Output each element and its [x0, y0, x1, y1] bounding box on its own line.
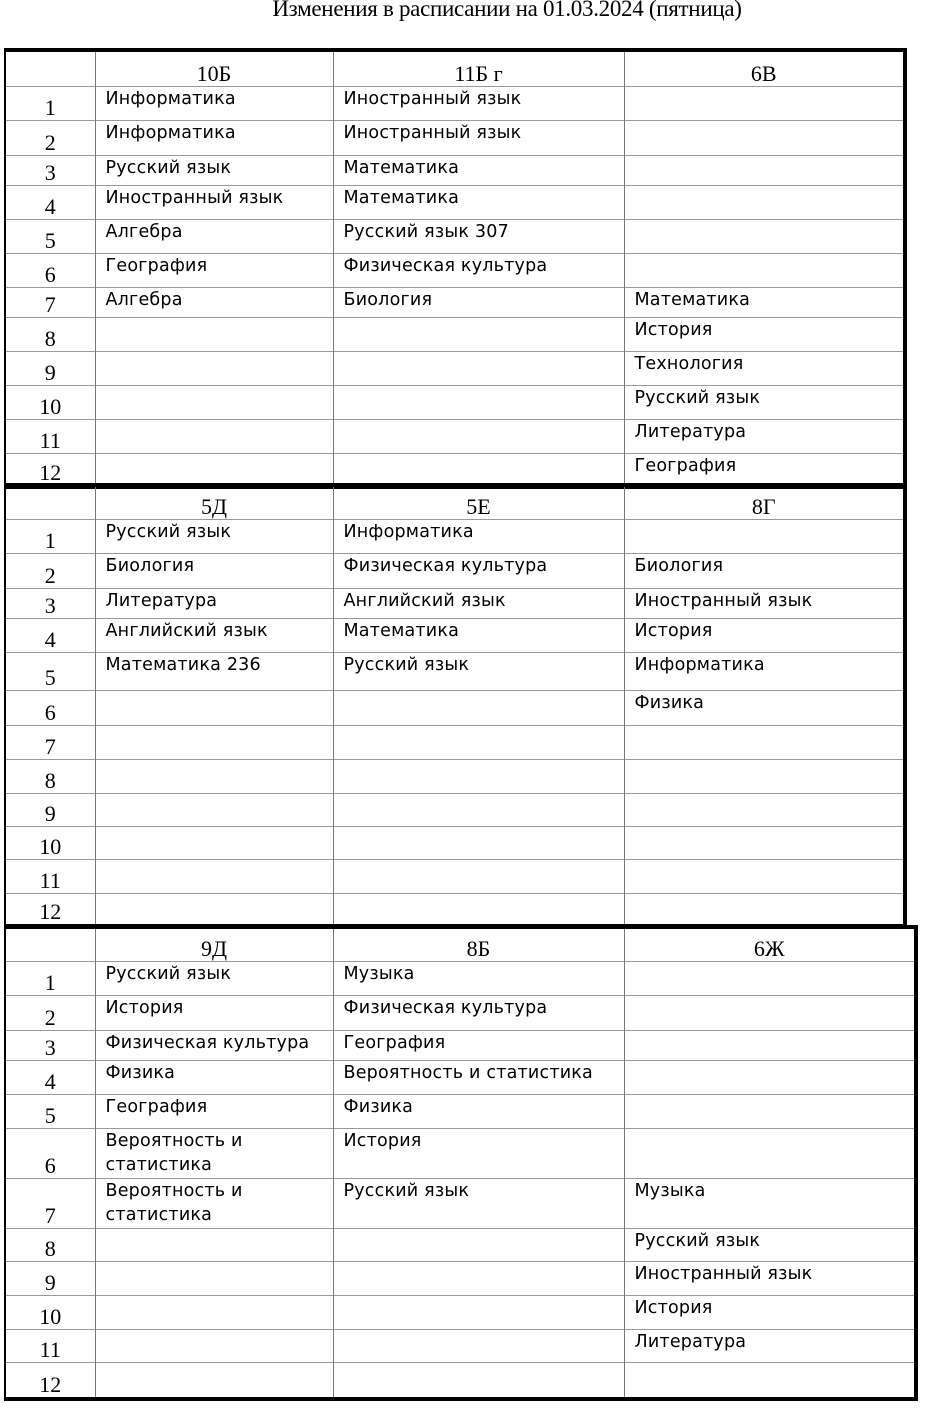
- subject-cell: [95, 725, 333, 759]
- class-name-header: 9Д: [95, 927, 333, 961]
- subject-cell: [95, 826, 333, 859]
- subject-cell: Музыка: [624, 1178, 916, 1228]
- subject-cell: Алгебра: [95, 287, 333, 317]
- subject-cell: [624, 995, 916, 1030]
- subject-cell: Английский язык: [333, 588, 624, 618]
- lesson-number: 7: [5, 1178, 95, 1228]
- subject-cell: [624, 793, 905, 826]
- lesson-row: [5, 1295, 916, 1329]
- subject-cell: Вероятность и статистика: [95, 1128, 333, 1178]
- subject-cell: [333, 419, 624, 453]
- subject-cell: Математика 236: [95, 652, 333, 690]
- subject-cell: Биология: [624, 553, 905, 588]
- corner-cell: [5, 50, 95, 86]
- subject-cell: Технология: [624, 351, 905, 385]
- lesson-row: [5, 317, 905, 351]
- subject-cell: [624, 253, 905, 287]
- class-name-header: 6Ж: [624, 927, 916, 961]
- lesson-number: 5: [5, 219, 95, 253]
- lesson-number: 11: [5, 859, 95, 893]
- subject-cell: Литература: [624, 419, 905, 453]
- lesson-number: 9: [5, 793, 95, 826]
- subject-cell: [333, 690, 624, 725]
- schedule-block: [4, 48, 907, 489]
- lesson-number: 10: [5, 826, 95, 859]
- subject-cell: Алгебра: [95, 219, 333, 253]
- lesson-number: 12: [5, 453, 95, 487]
- lesson-number: 9: [5, 351, 95, 385]
- lesson-row: [5, 690, 905, 725]
- subject-cell: [95, 453, 333, 487]
- subject-cell: История: [95, 995, 333, 1030]
- lesson-row: [5, 893, 905, 926]
- subject-cell: [333, 1295, 624, 1329]
- subject-cell: [95, 893, 333, 926]
- subject-cell: География: [624, 453, 905, 487]
- class-name-header: 5Е: [333, 485, 624, 519]
- class-name-header: 8Б: [333, 927, 624, 961]
- lesson-row: [5, 287, 905, 317]
- subject-cell: [624, 759, 905, 793]
- subject-cell: География: [333, 1030, 624, 1060]
- lesson-row: [5, 759, 905, 793]
- lesson-number: 5: [5, 1094, 95, 1128]
- subject-cell: Биология: [95, 553, 333, 588]
- lesson-row: [5, 419, 905, 453]
- subject-cell: [333, 826, 624, 859]
- corner-cell: [5, 485, 95, 519]
- subject-cell: [95, 1362, 333, 1399]
- subject-cell: [624, 1128, 916, 1178]
- lesson-number: 9: [5, 1261, 95, 1295]
- lesson-row: [5, 961, 916, 995]
- subject-cell: Физическая культура: [95, 1030, 333, 1060]
- subject-cell: Музыка: [333, 961, 624, 995]
- lesson-row: [5, 155, 905, 185]
- class-name-header: 6В: [624, 50, 905, 86]
- lesson-number: 4: [5, 185, 95, 219]
- lesson-number: 1: [5, 961, 95, 995]
- subject-cell: [624, 219, 905, 253]
- lesson-row: [5, 120, 905, 155]
- subject-cell: Информатика: [95, 86, 333, 120]
- subject-cell: Физика: [95, 1060, 333, 1094]
- lesson-number: 7: [5, 287, 95, 317]
- subject-cell: Физика: [333, 1094, 624, 1128]
- lesson-row: [5, 253, 905, 287]
- lesson-row: [5, 86, 905, 120]
- lesson-number: 8: [5, 1228, 95, 1261]
- class-name-header: 10Б: [95, 50, 333, 86]
- lesson-number: 3: [5, 1030, 95, 1060]
- lesson-row: [5, 519, 905, 553]
- lesson-number: 8: [5, 759, 95, 793]
- lesson-number: 3: [5, 155, 95, 185]
- lesson-row: [5, 1362, 916, 1399]
- subject-cell: [95, 385, 333, 419]
- subject-cell: [95, 793, 333, 826]
- lesson-number: 1: [5, 86, 95, 120]
- subject-cell: Физическая культура: [333, 253, 624, 287]
- subject-cell: [624, 1362, 916, 1399]
- class-header-row: [5, 927, 916, 961]
- subject-cell: Биология: [333, 287, 624, 317]
- subject-cell: Иностранный язык: [333, 86, 624, 120]
- lesson-number: 12: [5, 893, 95, 926]
- lesson-row: [5, 1128, 916, 1178]
- subject-cell: [333, 1261, 624, 1295]
- class-header-row: [5, 485, 905, 519]
- subject-cell: Вероятность и статистика: [95, 1178, 333, 1228]
- subject-cell: Английский язык: [95, 618, 333, 652]
- subject-cell: Физическая культура: [333, 553, 624, 588]
- lesson-number: 4: [5, 618, 95, 652]
- lesson-row: [5, 219, 905, 253]
- lesson-row: [5, 1329, 916, 1362]
- subject-cell: Русский язык: [624, 385, 905, 419]
- class-name-header: 11Б г: [333, 50, 624, 86]
- subject-cell: Иностранный язык: [624, 1261, 916, 1295]
- lesson-row: [5, 588, 905, 618]
- lesson-number: 2: [5, 995, 95, 1030]
- lesson-number: 12: [5, 1362, 95, 1399]
- subject-cell: [333, 351, 624, 385]
- subject-cell: Математика: [333, 618, 624, 652]
- subject-cell: [95, 1228, 333, 1261]
- subject-cell: [333, 1228, 624, 1261]
- subject-cell: [95, 1329, 333, 1362]
- subject-cell: [624, 155, 905, 185]
- subject-cell: История: [333, 1128, 624, 1178]
- subject-cell: [95, 690, 333, 725]
- subject-cell: [333, 453, 624, 487]
- lesson-row: [5, 618, 905, 652]
- subject-cell: [95, 351, 333, 385]
- subject-cell: [333, 893, 624, 926]
- subject-cell: Вероятность и статистика: [333, 1060, 624, 1094]
- lesson-row: [5, 1094, 916, 1128]
- subject-cell: История: [624, 618, 905, 652]
- class-name-header: 5Д: [95, 485, 333, 519]
- lesson-row: [5, 859, 905, 893]
- subject-cell: [624, 961, 916, 995]
- lesson-row: [5, 185, 905, 219]
- subject-cell: Русский язык: [333, 652, 624, 690]
- subject-cell: Математика: [333, 185, 624, 219]
- lesson-number: 11: [5, 1329, 95, 1362]
- subject-cell: Русский язык: [333, 1178, 624, 1228]
- subject-cell: [333, 759, 624, 793]
- subject-cell: Русский язык: [95, 519, 333, 553]
- lesson-number: 6: [5, 690, 95, 725]
- class-header-row: [5, 50, 905, 86]
- lesson-number: 8: [5, 317, 95, 351]
- subject-cell: [624, 1030, 916, 1060]
- lesson-row: [5, 553, 905, 588]
- lesson-row: [5, 385, 905, 419]
- subject-cell: [624, 1060, 916, 1094]
- subject-cell: [333, 317, 624, 351]
- subject-cell: [333, 725, 624, 759]
- lesson-row: [5, 826, 905, 859]
- lesson-row: [5, 725, 905, 759]
- subject-cell: История: [624, 317, 905, 351]
- subject-cell: Русский язык 307: [333, 219, 624, 253]
- subject-cell: Иностранный язык: [624, 588, 905, 618]
- subject-cell: Русский язык: [95, 961, 333, 995]
- subject-cell: [624, 1094, 916, 1128]
- subject-cell: Информатика: [95, 120, 333, 155]
- lesson-row: [5, 1261, 916, 1295]
- lesson-row: [5, 995, 916, 1030]
- lesson-number: 4: [5, 1060, 95, 1094]
- subject-cell: [333, 793, 624, 826]
- lesson-number: 6: [5, 253, 95, 287]
- lesson-number: 3: [5, 588, 95, 618]
- lesson-row: [5, 1228, 916, 1261]
- page-title: Изменения в расписании на 01.03.2024 (пятница): [272, 0, 742, 21]
- subject-cell: Русский язык: [95, 155, 333, 185]
- subject-cell: [95, 1295, 333, 1329]
- subject-cell: [624, 185, 905, 219]
- subject-cell: Физика: [624, 690, 905, 725]
- subject-cell: Информатика: [624, 652, 905, 690]
- subject-cell: История: [624, 1295, 916, 1329]
- lesson-row: [5, 652, 905, 690]
- lesson-number: 2: [5, 120, 95, 155]
- corner-cell: [5, 927, 95, 961]
- subject-cell: [333, 1329, 624, 1362]
- lesson-number: 7: [5, 725, 95, 759]
- lesson-number: 10: [5, 385, 95, 419]
- lesson-row: [5, 1030, 916, 1060]
- class-name-header: 8Г: [624, 485, 905, 519]
- subject-cell: Математика: [624, 287, 905, 317]
- subject-cell: Информатика: [333, 519, 624, 553]
- subject-cell: [624, 725, 905, 759]
- subject-cell: [624, 86, 905, 120]
- subject-cell: Литература: [95, 588, 333, 618]
- subject-cell: География: [95, 253, 333, 287]
- subject-cell: География: [95, 1094, 333, 1128]
- lesson-number: 6: [5, 1128, 95, 1178]
- subject-cell: [624, 826, 905, 859]
- lesson-number: 11: [5, 419, 95, 453]
- subject-cell: [333, 859, 624, 893]
- schedule-block: [4, 925, 918, 1401]
- lesson-row: [5, 351, 905, 385]
- subject-cell: [95, 1261, 333, 1295]
- lesson-row: [5, 793, 905, 826]
- subject-cell: [624, 859, 905, 893]
- subject-cell: Русский язык: [624, 1228, 916, 1261]
- lesson-number: 1: [5, 519, 95, 553]
- schedule-block: [4, 483, 907, 928]
- subject-cell: Иностранный язык: [333, 120, 624, 155]
- subject-cell: Литература: [624, 1329, 916, 1362]
- lesson-number: 10: [5, 1295, 95, 1329]
- subject-cell: [95, 419, 333, 453]
- subject-cell: Математика: [333, 155, 624, 185]
- subject-cell: [95, 317, 333, 351]
- lesson-number: 5: [5, 652, 95, 690]
- subject-cell: [333, 1362, 624, 1399]
- subject-cell: Иностранный язык: [95, 185, 333, 219]
- subject-cell: [333, 385, 624, 419]
- lesson-row: [5, 1178, 916, 1228]
- lesson-row: [5, 453, 905, 487]
- lesson-number: 2: [5, 553, 95, 588]
- subject-cell: [95, 859, 333, 893]
- lesson-row: [5, 1060, 916, 1094]
- subject-cell: Физическая культура: [333, 995, 624, 1030]
- subject-cell: [624, 120, 905, 155]
- subject-cell: [624, 893, 905, 926]
- subject-cell: [95, 759, 333, 793]
- subject-cell: [624, 519, 905, 553]
